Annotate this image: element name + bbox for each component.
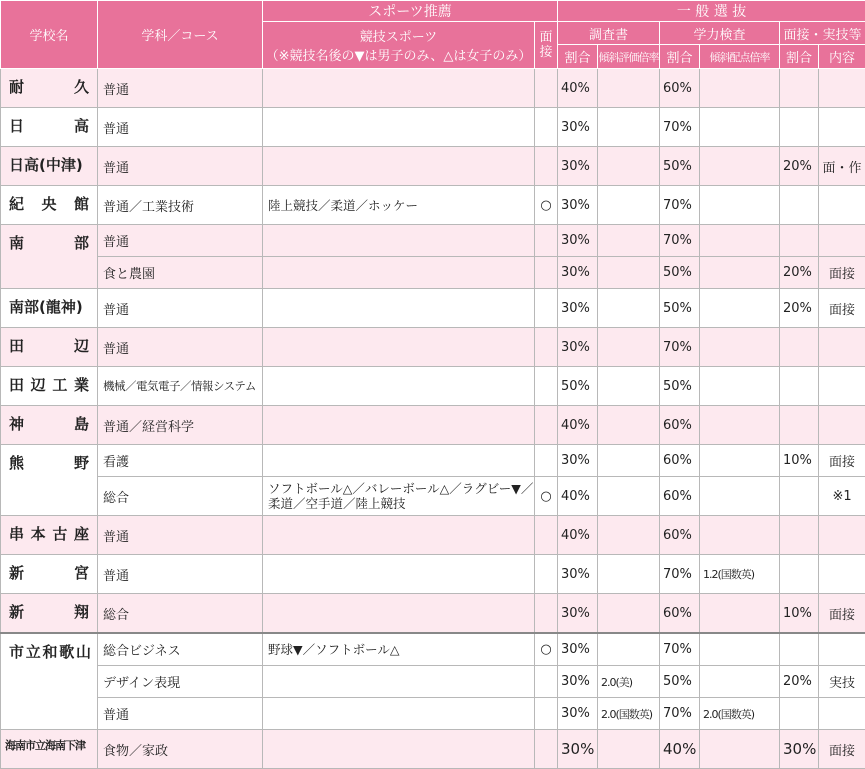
gakuryoku-keisha [700, 516, 780, 555]
interview-mark [535, 555, 558, 594]
course-cell: 普通 [98, 108, 263, 147]
chosa-ratio: 30% [558, 108, 598, 147]
gakuryoku-keisha [700, 186, 780, 225]
gakuryoku-ratio: 70% [660, 186, 700, 225]
interview-mark [535, 666, 558, 698]
school-name [1, 328, 98, 367]
chosa-ratio: 30% [558, 594, 598, 634]
chosa-ratio: 30% [558, 730, 598, 769]
mensetsu-naiyo: 面接 [819, 730, 865, 769]
table-row [1, 225, 865, 257]
mensetsu-naiyo [819, 633, 865, 666]
chosa-keisha [598, 225, 660, 257]
course-cell: 普通／経営科学 [98, 406, 263, 445]
course-cell: 普通 [98, 289, 263, 328]
table-row [1, 69, 865, 108]
interview-mark [535, 367, 558, 406]
school-name-text: 南部(龍神) [9, 298, 83, 316]
sports-cell [263, 555, 535, 594]
interview-mark: ○ [535, 477, 558, 516]
header-ratio: 割合 [558, 45, 598, 69]
sports-cell: 野球▼／ソフトボール△ [263, 633, 535, 666]
chosa-ratio: 30% [558, 555, 598, 594]
header-sports-title: 競技スポーツ [263, 26, 534, 45]
gakuryoku-keisha: 1.2(国数英) [700, 555, 780, 594]
interview-mark [535, 328, 558, 367]
mensetsu-ratio [780, 477, 819, 516]
school-name-text: 市立和歌山 [9, 641, 91, 662]
interview-mark: ○ [535, 186, 558, 225]
school-name [1, 367, 98, 406]
chosa-keisha [598, 516, 660, 555]
chosa-keisha [598, 367, 660, 406]
sports-cell [263, 445, 535, 477]
course-cell: デザイン表現 [98, 666, 263, 698]
course-cell: 看護 [98, 445, 263, 477]
sports-cell [263, 698, 535, 730]
chosa-ratio: 40% [558, 69, 598, 108]
gakuryoku-keisha [700, 367, 780, 406]
table-row [1, 698, 865, 730]
chosa-ratio: 30% [558, 225, 598, 257]
chosa-keisha [598, 186, 660, 225]
table-row [1, 367, 865, 406]
table-row [1, 328, 865, 367]
chosa-keisha [598, 477, 660, 516]
school-name [1, 186, 98, 225]
school-name-text: 紀央館 [9, 193, 89, 214]
sports-cell [263, 730, 535, 769]
mensetsu-naiyo [819, 367, 865, 406]
sports-cell: 陸上競技／柔道／ホッケー [263, 186, 535, 225]
sports-cell [263, 406, 535, 445]
header-interview: 面接 [535, 22, 558, 69]
school-name [1, 594, 98, 634]
header-mensetsu: 面接・実技等 [780, 22, 865, 45]
mensetsu-naiyo: 面接 [819, 594, 865, 634]
course-cell: 普通／工業技術 [98, 186, 263, 225]
sports-cell [263, 516, 535, 555]
mensetsu-naiyo: ※1 [819, 477, 865, 516]
course-cell: 普通 [98, 328, 263, 367]
interview-mark [535, 730, 558, 769]
school-name [1, 69, 98, 108]
mensetsu-naiyo [819, 225, 865, 257]
mensetsu-naiyo [819, 555, 865, 594]
interview-mark [535, 594, 558, 634]
course-cell: 食物／家政 [98, 730, 263, 769]
school-name [1, 633, 98, 730]
sports-cell [263, 594, 535, 634]
sports-cell [263, 108, 535, 147]
chosa-ratio: 30% [558, 289, 598, 328]
gakuryoku-ratio: 70% [660, 633, 700, 666]
school-name-text: 田辺 [9, 335, 89, 356]
gakuryoku-ratio: 70% [660, 328, 700, 367]
sports-cell: ソフトボール△／バレーボール△／ラグビー▼／柔道／空手道／陸上競技 [263, 477, 535, 516]
chosa-keisha [598, 147, 660, 186]
interview-mark [535, 257, 558, 289]
chosa-ratio: 30% [558, 666, 598, 698]
table-row [1, 186, 865, 225]
chosa-ratio: 30% [558, 633, 598, 666]
course-cell: 普通 [98, 698, 263, 730]
chosa-keisha [598, 445, 660, 477]
course-cell: 普通 [98, 69, 263, 108]
mensetsu-naiyo [819, 69, 865, 108]
interview-mark [535, 289, 558, 328]
chosa-keisha [598, 69, 660, 108]
mensetsu-ratio: 30% [780, 730, 819, 769]
chosa-keisha [598, 108, 660, 147]
mensetsu-ratio: 20% [780, 666, 819, 698]
school-name-text: 熊野 [9, 452, 89, 473]
header-sports-recommendation: スポーツ推薦 [263, 1, 558, 22]
chosa-keisha [598, 633, 660, 666]
header-ratio: 割合 [780, 45, 819, 69]
mensetsu-ratio: 20% [780, 257, 819, 289]
sports-cell [263, 328, 535, 367]
table-row [1, 108, 865, 147]
chosa-keisha [598, 289, 660, 328]
mensetsu-ratio [780, 186, 819, 225]
table-row [1, 257, 865, 289]
gakuryoku-keisha [700, 328, 780, 367]
gakuryoku-ratio: 40% [660, 730, 700, 769]
mensetsu-ratio [780, 108, 819, 147]
gakuryoku-ratio: 50% [660, 147, 700, 186]
chosa-ratio: 30% [558, 698, 598, 730]
gakuryoku-keisha [700, 225, 780, 257]
school-name [1, 406, 98, 445]
mensetsu-ratio [780, 328, 819, 367]
gakuryoku-ratio: 70% [660, 555, 700, 594]
gakuryoku-keisha [700, 257, 780, 289]
chosa-ratio: 30% [558, 328, 598, 367]
chosa-ratio: 30% [558, 445, 598, 477]
mensetsu-ratio [780, 69, 819, 108]
interview-mark [535, 406, 558, 445]
school-name [1, 225, 98, 289]
gakuryoku-ratio: 70% [660, 225, 700, 257]
table-row [1, 289, 865, 328]
school-name-text: 日高(中津) [9, 156, 83, 174]
table-row [1, 633, 865, 666]
header-ratio: 割合 [660, 45, 700, 69]
mensetsu-ratio [780, 698, 819, 730]
sports-cell [263, 666, 535, 698]
gakuryoku-keisha [700, 406, 780, 445]
chosa-ratio: 30% [558, 147, 598, 186]
mensetsu-ratio [780, 633, 819, 666]
gakuryoku-ratio: 50% [660, 289, 700, 328]
gakuryoku-keisha [700, 666, 780, 698]
gakuryoku-keisha [700, 69, 780, 108]
sports-cell [263, 367, 535, 406]
interview-mark [535, 698, 558, 730]
mensetsu-ratio: 10% [780, 445, 819, 477]
gakuryoku-keisha [700, 445, 780, 477]
mensetsu-ratio [780, 555, 819, 594]
chosa-keisha [598, 328, 660, 367]
mensetsu-naiyo [819, 516, 865, 555]
chosa-ratio: 40% [558, 516, 598, 555]
school-name-text: 串本古座 [9, 523, 89, 544]
school-name [1, 108, 98, 147]
school-name-text: 日高 [9, 115, 89, 136]
gakuryoku-keisha [700, 633, 780, 666]
mensetsu-naiyo: 面・作 [819, 147, 865, 186]
school-name [1, 289, 98, 328]
mensetsu-naiyo [819, 698, 865, 730]
chosa-keisha: 2.0(国数英) [598, 698, 660, 730]
gakuryoku-ratio: 50% [660, 666, 700, 698]
chosa-keisha [598, 594, 660, 634]
course-cell: 総合 [98, 477, 263, 516]
table-row [1, 406, 865, 445]
header-keisha-hyotei: 傾斜評価倍率 [598, 45, 660, 69]
mensetsu-naiyo: 面接 [819, 445, 865, 477]
sports-cell [263, 225, 535, 257]
chosa-ratio: 40% [558, 406, 598, 445]
school-name-text: 南部 [9, 232, 89, 253]
gakuryoku-ratio: 50% [660, 367, 700, 406]
gakuryoku-ratio: 60% [660, 69, 700, 108]
sports-cell [263, 289, 535, 328]
gakuryoku-ratio: 60% [660, 445, 700, 477]
mensetsu-naiyo: 実技 [819, 666, 865, 698]
school-name [1, 147, 98, 186]
chosa-ratio: 50% [558, 367, 598, 406]
school-name [1, 555, 98, 594]
chosa-ratio: 40% [558, 477, 598, 516]
gakuryoku-ratio: 60% [660, 477, 700, 516]
table-row [1, 147, 865, 186]
gakuryoku-ratio: 70% [660, 108, 700, 147]
mensetsu-ratio [780, 406, 819, 445]
course-cell: 普通 [98, 225, 263, 257]
header-course: 学科／コース [98, 1, 263, 69]
mensetsu-ratio: 20% [780, 289, 819, 328]
header-general-selection: 一 般 選 抜 [558, 1, 865, 22]
mensetsu-naiyo [819, 108, 865, 147]
mensetsu-ratio [780, 225, 819, 257]
course-cell: 総合 [98, 594, 263, 634]
interview-mark [535, 69, 558, 108]
header-gakuryoku: 学力検査 [660, 22, 780, 45]
mensetsu-naiyo: 面接 [819, 289, 865, 328]
table-row [1, 445, 865, 477]
mensetsu-naiyo: 面接 [819, 257, 865, 289]
gakuryoku-ratio: 60% [660, 594, 700, 634]
gakuryoku-keisha [700, 730, 780, 769]
gakuryoku-ratio: 60% [660, 406, 700, 445]
header-chosa: 調査書 [558, 22, 660, 45]
school-name [1, 730, 98, 769]
header-sports-note: （※競技名後の▼は男子のみ、△は女子のみ） [263, 45, 534, 64]
gakuryoku-keisha [700, 477, 780, 516]
gakuryoku-keisha: 2.0(国数英) [700, 698, 780, 730]
table-row [1, 516, 865, 555]
school-name-text: 神島 [9, 413, 89, 434]
sports-cell [263, 69, 535, 108]
chosa-keisha [598, 555, 660, 594]
interview-mark [535, 445, 558, 477]
course-cell: 普通 [98, 555, 263, 594]
mensetsu-ratio: 20% [780, 147, 819, 186]
gakuryoku-keisha [700, 108, 780, 147]
course-cell: 普通 [98, 147, 263, 186]
interview-mark [535, 108, 558, 147]
mensetsu-ratio: 10% [780, 594, 819, 634]
gakuryoku-ratio: 50% [660, 257, 700, 289]
chosa-keisha [598, 730, 660, 769]
header-sports [263, 22, 535, 69]
course-cell: 総合ビジネス [98, 633, 263, 666]
school-name [1, 445, 98, 516]
chosa-keisha: 2.0(美) [598, 666, 660, 698]
interview-mark [535, 147, 558, 186]
course-cell: 食と農園 [98, 257, 263, 289]
header-school: 学校名 [1, 1, 98, 69]
table-row [1, 555, 865, 594]
header-naiyo: 内容 [819, 45, 865, 69]
mensetsu-ratio [780, 367, 819, 406]
mensetsu-ratio [780, 516, 819, 555]
interview-mark [535, 225, 558, 257]
table-row [1, 477, 865, 516]
school-name-text: 新翔 [9, 601, 89, 622]
mensetsu-naiyo [819, 406, 865, 445]
table-row [1, 730, 865, 769]
table-row [1, 666, 865, 698]
school-name-text: 海南市立海南下津 [5, 739, 85, 752]
gakuryoku-ratio: 70% [660, 698, 700, 730]
school-name-text: 田辺工業 [9, 374, 89, 395]
chosa-ratio: 30% [558, 257, 598, 289]
gakuryoku-keisha [700, 289, 780, 328]
school-name [1, 516, 98, 555]
course-cell: 機械／電気電子／情報システム [98, 367, 263, 406]
interview-mark [535, 516, 558, 555]
school-name-text: 新宮 [9, 562, 89, 583]
mensetsu-naiyo [819, 328, 865, 367]
course-cell: 普通 [98, 516, 263, 555]
header-keisha-haiten: 傾斜配点倍率 [700, 45, 780, 69]
gakuryoku-ratio: 60% [660, 516, 700, 555]
mensetsu-naiyo [819, 186, 865, 225]
chosa-keisha [598, 257, 660, 289]
gakuryoku-keisha [700, 594, 780, 634]
interview-mark: ○ [535, 633, 558, 666]
chosa-keisha [598, 406, 660, 445]
sports-cell [263, 257, 535, 289]
school-name-text: 耐久 [9, 76, 89, 97]
gakuryoku-keisha [700, 147, 780, 186]
table-row [1, 594, 865, 634]
chosa-ratio: 30% [558, 186, 598, 225]
sports-cell [263, 147, 535, 186]
